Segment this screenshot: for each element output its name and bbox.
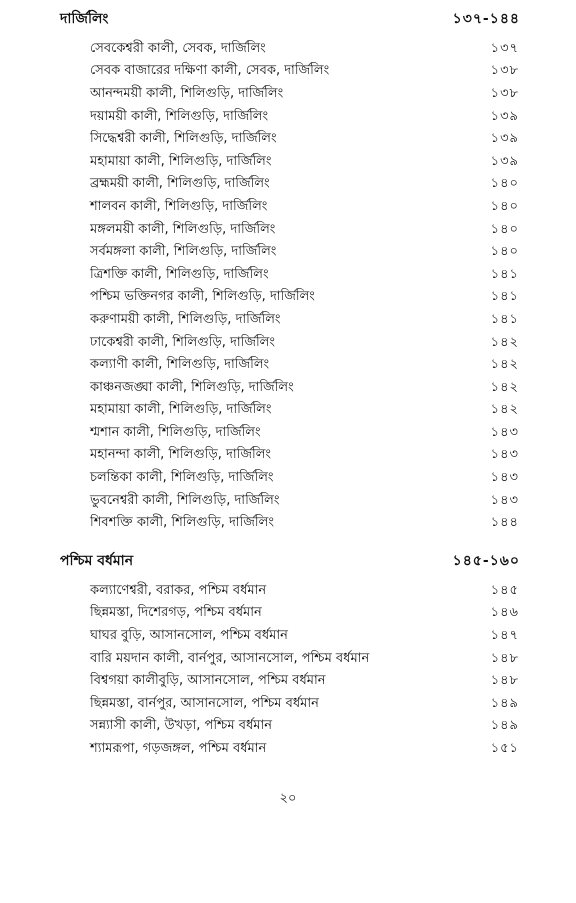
entry-page: ১৪১ <box>490 311 519 327</box>
entry-title: আনন্দময়ী কালী, শিলিগুড়ি, দার্জিলিং <box>90 85 284 101</box>
entry-page: ১৫১ <box>490 740 519 756</box>
entry-page: ১৪৭ <box>490 627 519 643</box>
toc-entry <box>90 332 519 355</box>
entry-page: ১৪০ <box>490 221 519 237</box>
entry-title: দয়াময়ী কালী, শিলিগুড়ি, দার্জিলিং <box>90 108 269 124</box>
entry-page: ১৪৩ <box>490 470 519 486</box>
toc-entry <box>90 83 519 106</box>
entry-page: ১৪১ <box>490 266 519 282</box>
toc-entry <box>90 309 519 332</box>
toc-entry <box>90 445 519 468</box>
toc-entry <box>90 38 519 61</box>
section-title: দার্জিলিং <box>60 11 109 27</box>
entry-page: ১৪৯ <box>490 695 519 711</box>
entry-title: সেবকেশ্বরী কালী, সেবক, দার্জিলিং <box>90 40 266 56</box>
entry-title: ঘাঘর বুড়ি, আসানসোল, পশ্চিম বর্ধমান <box>90 627 288 643</box>
entry-page: ১৪৯ <box>490 718 519 734</box>
entry-page: ১৪৮ <box>490 673 519 689</box>
toc-entry <box>90 241 519 264</box>
entry-page: ১৪৮ <box>490 650 519 666</box>
entry-page: ১৩৮ <box>490 63 519 79</box>
section-page-range: ১৪৫-১৬০ <box>452 553 520 569</box>
entry-page: ১৩৯ <box>490 153 519 169</box>
entry-title: সেবক বাজারের দক্ষিণা কালী, সেবক, দার্জিলিং <box>90 63 330 79</box>
entry-page: ১৪২ <box>490 334 519 350</box>
entry-page: ১৩৭ <box>490 40 519 56</box>
entry-list <box>0 580 576 761</box>
entry-title: কল্যাণেশ্বরী, বরাকর, পশ্চিম বর্ধমান <box>90 582 267 598</box>
toc-entry <box>90 738 519 761</box>
toc-entry <box>90 400 519 423</box>
entry-title: করুণাময়ী কালী, শিলিগুড়ি, দার্জিলিং <box>90 311 281 327</box>
entry-title: ত্রিশক্তি কালী, শিলিগুড়ি, দার্জিলিং <box>90 266 269 282</box>
toc-entry <box>90 467 519 490</box>
toc-entry <box>90 287 519 310</box>
toc-entry <box>90 512 519 535</box>
toc-entry <box>90 603 519 626</box>
entry-title: পশ্চিম ভক্তিনগর কালী, শিলিগুড়ি, দার্জিলিং <box>90 289 315 305</box>
toc-entry <box>90 196 519 219</box>
toc-entry <box>90 174 519 197</box>
entry-title: মহামায়া কালী, শিলিগুড়ি, দার্জিলিং <box>90 153 272 169</box>
page-number: ২০ <box>279 791 297 806</box>
toc-entry <box>90 61 519 84</box>
entry-title: ছিন্নমস্তা, বার্নপুর, আসানসোল, পশ্চিম বর্ধমান <box>90 695 319 711</box>
entry-page: ১৩৯ <box>490 108 519 124</box>
section-paschim-bardhaman <box>0 548 576 761</box>
entry-title: কাঞ্চনজঙ্ঘা কালী, শিলিগুড়ি, দার্জিলিং <box>90 379 294 395</box>
toc-entry <box>90 377 519 400</box>
entry-title: বিশ্বগয়া কালীবুড়ি, আসানসোল, পশ্চিম বর্ধমান <box>90 673 326 689</box>
toc-entry <box>90 422 519 445</box>
section-title: পশ্চিম বর্ধমান <box>60 553 134 569</box>
entry-title: মহামায়া কালী, শিলিগুড়ি, দার্জিলিং <box>90 402 272 418</box>
entry-list <box>0 38 576 535</box>
entry-title: সন্ন্যাসী কালী, উখড়া, পশ্চিম বর্ধমান <box>90 718 272 734</box>
toc-entry <box>90 580 519 603</box>
entry-page: ১৪০ <box>490 176 519 192</box>
toc-entry <box>90 106 519 129</box>
toc-entry <box>90 625 519 648</box>
toc-entry <box>90 354 519 377</box>
entry-page: ১৪৬ <box>490 605 519 621</box>
entry-title: শালবন কালী, শিলিগুড়ি, দার্জিলিং <box>90 198 268 214</box>
entry-title: শ্যামরূপা, গড়জঙ্গল, পশ্চিম বর্ধমান <box>90 740 267 756</box>
entry-title: মঙ্গলময়ী কালী, শিলিগুড়ি, দার্জিলিং <box>90 221 276 237</box>
entry-page: ১৪৩ <box>490 447 519 463</box>
entry-title: ছিন্নমস্তা, দিশেরগড়, পশ্চিম বর্ধমান <box>90 605 262 621</box>
entry-title: শ্মশান কালী, শিলিগুড়ি, দার্জিলিং <box>90 424 261 440</box>
entry-page: ১৪২ <box>490 379 519 395</box>
entry-page: ১৪১ <box>490 289 519 305</box>
entry-title: চলন্তিকা কালী, শিলিগুড়ি, দার্জিলিং <box>90 470 274 486</box>
entry-page: ১৩৯ <box>490 131 519 147</box>
toc-entry <box>90 219 519 242</box>
entry-title: শিবশক্তি কালী, শিলিগুড়ি, দার্জিলিং <box>90 515 274 531</box>
entry-title: সর্বমঙ্গলা কালী, শিলিগুড়ি, দার্জিলিং <box>90 244 277 260</box>
entry-page: ১৩৮ <box>490 85 519 101</box>
toc-entry <box>90 151 519 174</box>
entry-title: ঢাকেশ্বরী কালী, শিলিগুড়ি, দার্জিলিং <box>90 334 275 350</box>
toc-entry <box>90 716 519 739</box>
entry-title: কল্যাণী কালী, শিলিগুড়ি, দার্জিলিং <box>90 357 270 373</box>
toc-entry <box>90 128 519 151</box>
section-heading <box>60 6 520 32</box>
entry-title: ভুবনেশ্বরী কালী, শিলিগুড়ি, দার্জিলিং <box>90 492 280 508</box>
entry-page: ১৪২ <box>490 357 519 373</box>
section-darjeeling <box>0 6 576 535</box>
entry-page: ১৪০ <box>490 244 519 260</box>
entry-page: ১৪৪ <box>490 515 519 531</box>
entry-page: ১৪৩ <box>490 424 519 440</box>
entry-title: সিদ্ধেশ্বরী কালী, শিলিগুড়ি, দার্জিলিং <box>90 131 277 147</box>
section-heading <box>60 548 520 574</box>
entry-page: ১৪৫ <box>490 582 519 598</box>
entry-title: মহানন্দা কালী, শিলিগুড়ি, দার্জিলিং <box>90 447 272 463</box>
entry-page: ১৪০ <box>490 198 519 214</box>
toc-entry <box>90 670 519 693</box>
entry-page: ১৪৩ <box>490 492 519 508</box>
toc-entry <box>90 648 519 671</box>
toc-entry <box>90 264 519 287</box>
section-page-range: ১৩৭-১৪৪ <box>452 11 520 27</box>
toc-entry <box>90 490 519 513</box>
entry-title: ব্রহ্মময়ী কালী, শিলিগুড়ি, দার্জিলিং <box>90 176 270 192</box>
entry-title: বারি ময়দান কালী, বার্নপুর, আসানসোল, পশ্চিম বর্ধমান <box>90 650 370 666</box>
toc-entry <box>90 693 519 716</box>
entry-page: ১৪২ <box>490 402 519 418</box>
